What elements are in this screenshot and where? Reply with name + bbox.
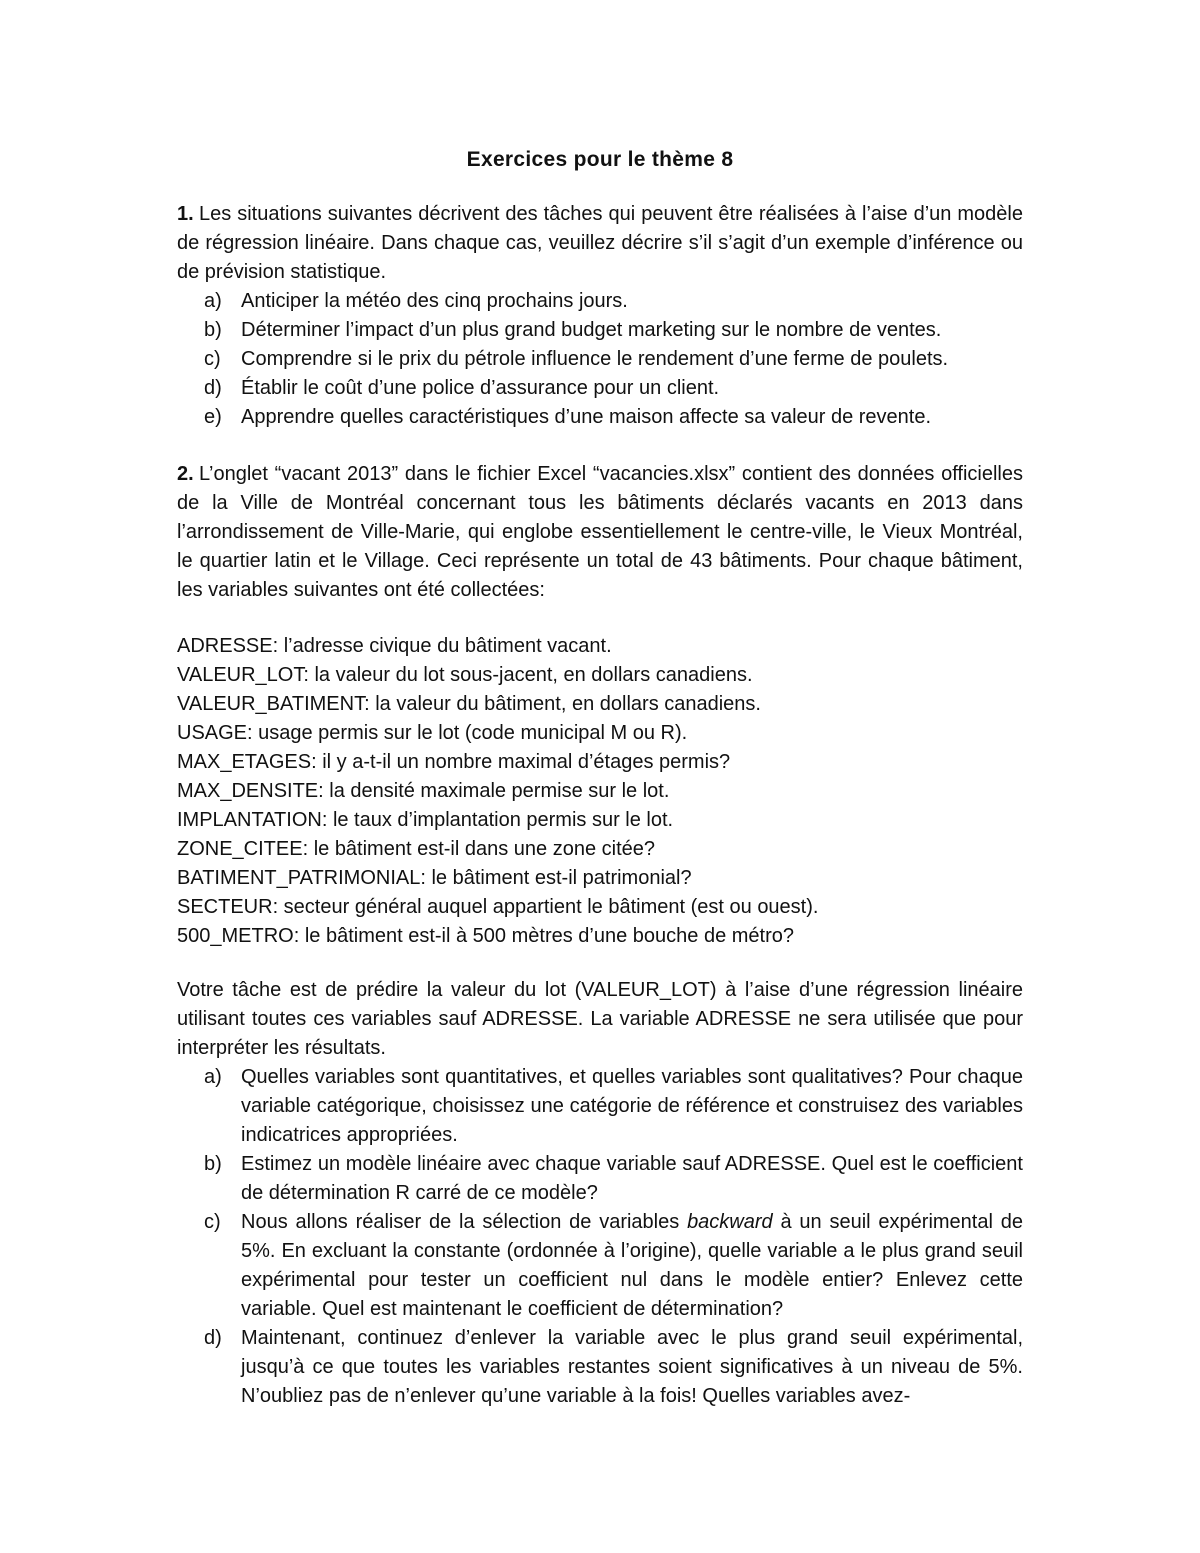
list-item (177, 403, 1023, 432)
variable-line: 500_METRO: le bâtiment est-il à 500 mètres d’une bouche de métro? (177, 925, 794, 947)
item-letter: c) (204, 1211, 221, 1233)
item-text: Établir le coût d’une police d’assurance pour un client. (241, 377, 720, 399)
list-item (177, 1208, 1023, 1324)
item-text: Déterminer l’impact d’un plus grand budget marketing sur le nombre de ventes. (241, 319, 942, 341)
page-title: Exercices pour le thème 8 (466, 148, 734, 171)
list-item (177, 1324, 1023, 1411)
list-item (177, 345, 1023, 374)
question-1-intro: Les situations suivantes décrivent des tâches qui peuvent être réalisées à l’aise d’un modèle de régression linéaire. Dans chaque cas, veuillez décrire s’il s’agit d’un exemple d’inférence ou de prévision statistique. (177, 203, 1023, 283)
question-2-items (177, 1063, 1023, 1411)
list-item (177, 287, 1023, 316)
variable-line: ZONE_CITEE: le bâtiment est-il dans une zone citée? (177, 838, 656, 860)
variable-line: MAX_ETAGES: il y a-t-il un nombre maximal d’étages permis? (177, 751, 731, 773)
list-item (177, 1063, 1023, 1150)
item-letter: e) (204, 406, 222, 428)
item-letter: d) (204, 377, 222, 399)
variable-line: BATIMENT_PATRIMONIAL: le bâtiment est-il patrimonial? (177, 867, 692, 889)
variable-line: ADRESSE: l’adresse civique du bâtiment vacant. (177, 635, 612, 657)
item-letter: b) (204, 1153, 222, 1175)
item-text: Maintenant, continuez d’enlever la variable avec le plus grand seuil expérimental, jusqu’à ce que toutes les variables restantes soient significatives à un niveau de 5%. N’oubliez pas de n’enlever qu’une variable à la fois! Quelles variables avez- (241, 1327, 1023, 1407)
item-text: Estimez un modèle linéaire avec chaque variable sauf ADRESSE. Quel est le coefficient de détermination R carré de ce modèle? (241, 1153, 1023, 1204)
question-1-number: 1. (177, 203, 194, 225)
item-letter: b) (204, 319, 222, 341)
item-text: Quelles variables sont quantitatives, et quelles variables sont qualitatives? Pour chaque variable catégorique, choisissez une catégorie de référence et construisez des variables indicatrices appropriées. (241, 1066, 1023, 1146)
question-2-intro: L’onglet “vacant 2013” dans le fichier Excel “vacancies.xlsx” contient des données officielles de la Ville de Montréal concernant tous les bâtiments déclarés vacants en 2013 dans l’arrondissement de Ville-Marie, qui englobe essentiellement le centre-ville, le Vieux Montréal, le quartier latin et le Village. Ceci représente un total de 43 bâtiments. Pour chaque bâtiment, les variables suivantes ont été collectées: (177, 463, 1023, 601)
list-item (177, 1150, 1023, 1208)
item-letter: a) (204, 1066, 222, 1088)
variables-list (177, 632, 1023, 951)
variable-line: SECTEUR: secteur général auquel appartient le bâtiment (est ou ouest). (177, 896, 819, 918)
question-1-intro-paragraph (177, 200, 1023, 287)
variable-line: MAX_DENSITE: la densité maximale permise sur le lot. (177, 780, 670, 802)
list-item (177, 316, 1023, 345)
variable-line: USAGE: usage permis sur le lot (code municipal M ou R). (177, 722, 688, 744)
question-2-number: 2. (177, 463, 194, 485)
variable-line: VALEUR_BATIMENT: la valeur du bâtiment, en dollars canadiens. (177, 693, 761, 715)
task-section (177, 976, 1023, 1411)
question-2-intro-paragraph (177, 460, 1023, 605)
item-letter: a) (204, 290, 222, 312)
item-text: Apprendre quelles caractéristiques d’une maison affecte sa valeur de revente. (241, 406, 932, 428)
task-paragraph: Votre tâche est de prédire la valeur du lot (VALEUR_LOT) à l’aise d’une régression linéaire utilisant toutes ces variables sauf ADRESSE. La variable ADRESSE ne sera utilisée que pour interpréter les résultats. (177, 979, 1023, 1059)
variable-line: VALEUR_LOT: la valeur du lot sous-jacent, en dollars canadiens. (177, 664, 753, 686)
question-1 (177, 200, 1023, 432)
item-text: Anticiper la météo des cinq prochains jours. (241, 290, 628, 312)
item-text-emphasis: backward (687, 1211, 773, 1233)
variable-line: IMPLANTATION: le taux d’implantation permis sur le lot. (177, 809, 674, 831)
question-1-items (177, 287, 1023, 432)
item-text-after: à un seuil expérimental de 5%. En excluant la constante (ordonnée à l’origine), quelle variable a le plus grand seuil expérimental pour tester un coefficient nul dans le modèle entier? Enlevez cette variable. Quel est maintenant le coefficient de détermination? (241, 1211, 1023, 1320)
item-letter: d) (204, 1327, 222, 1349)
item-letter: c) (204, 348, 221, 370)
item-text-before: Nous allons réaliser de la sélection de variables (241, 1211, 688, 1233)
question-2 (177, 460, 1023, 605)
list-item (177, 374, 1023, 403)
item-text: Comprendre si le prix du pétrole influence le rendement d’une ferme de poulets. (241, 348, 949, 370)
